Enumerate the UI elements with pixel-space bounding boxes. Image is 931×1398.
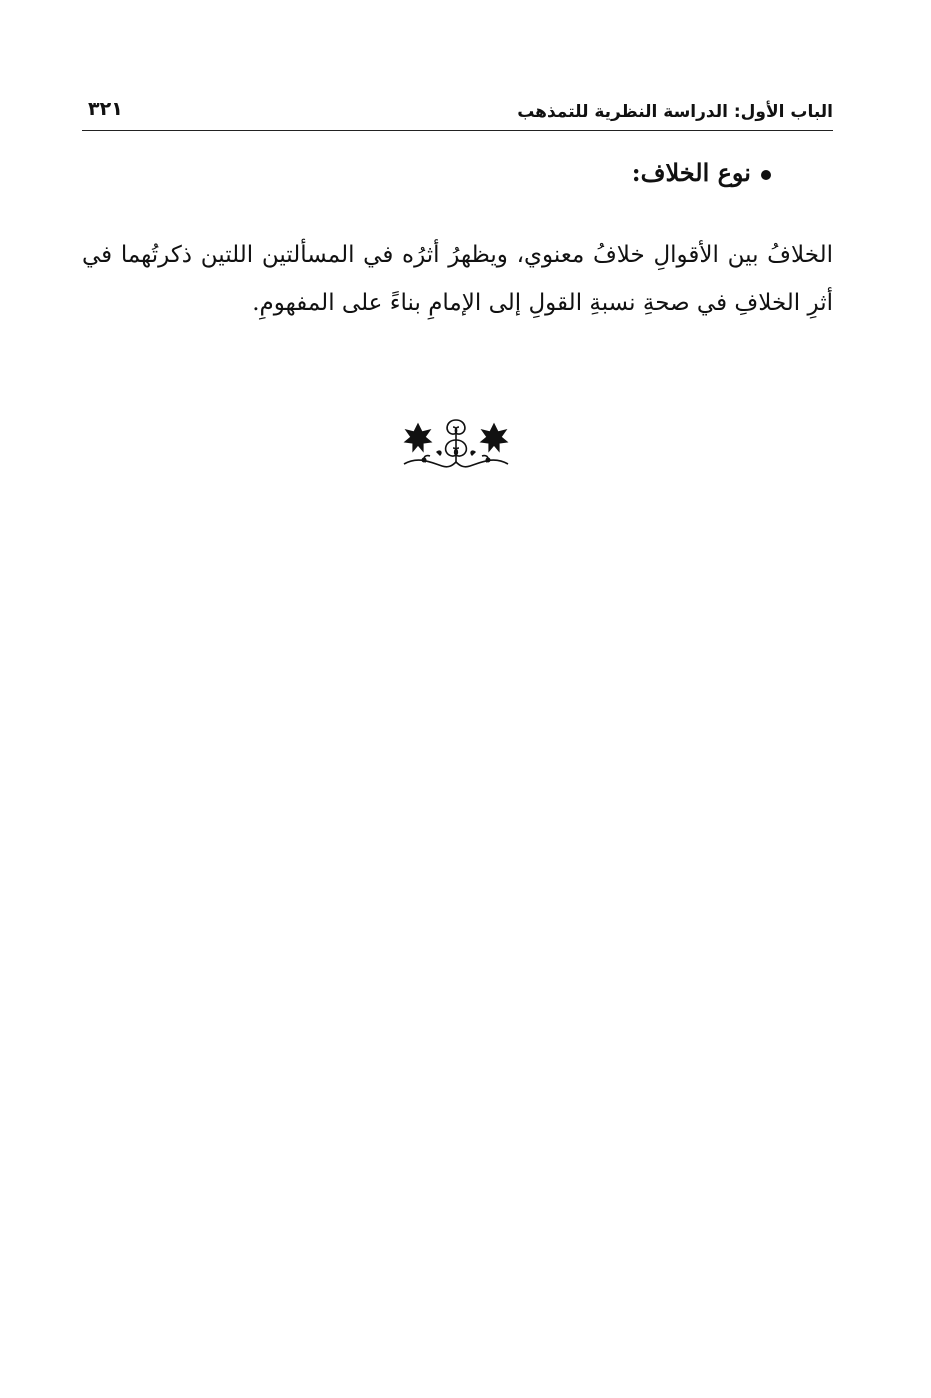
section-heading-text: نوع الخلاف: bbox=[631, 158, 751, 187]
page-number: ٣٢١ bbox=[88, 98, 123, 120]
running-header bbox=[82, 96, 833, 131]
bullet-icon bbox=[761, 170, 771, 180]
body-paragraph: الخلافُ بين الأقوالِ خلافُ معنوي، ويظهرُ أثرُه في المسألتين اللتين ذكرتُهما في أثرِ الخلافِ في صحةِ نسبةِ القولِ إلى الإمامِ بناءً على المفهومِ. bbox=[82, 242, 833, 316]
header-title: الباب الأول: الدراسة النظرية للتمذهب bbox=[517, 102, 833, 122]
section-heading bbox=[632, 158, 771, 187]
floral-ornament-icon bbox=[400, 412, 512, 472]
